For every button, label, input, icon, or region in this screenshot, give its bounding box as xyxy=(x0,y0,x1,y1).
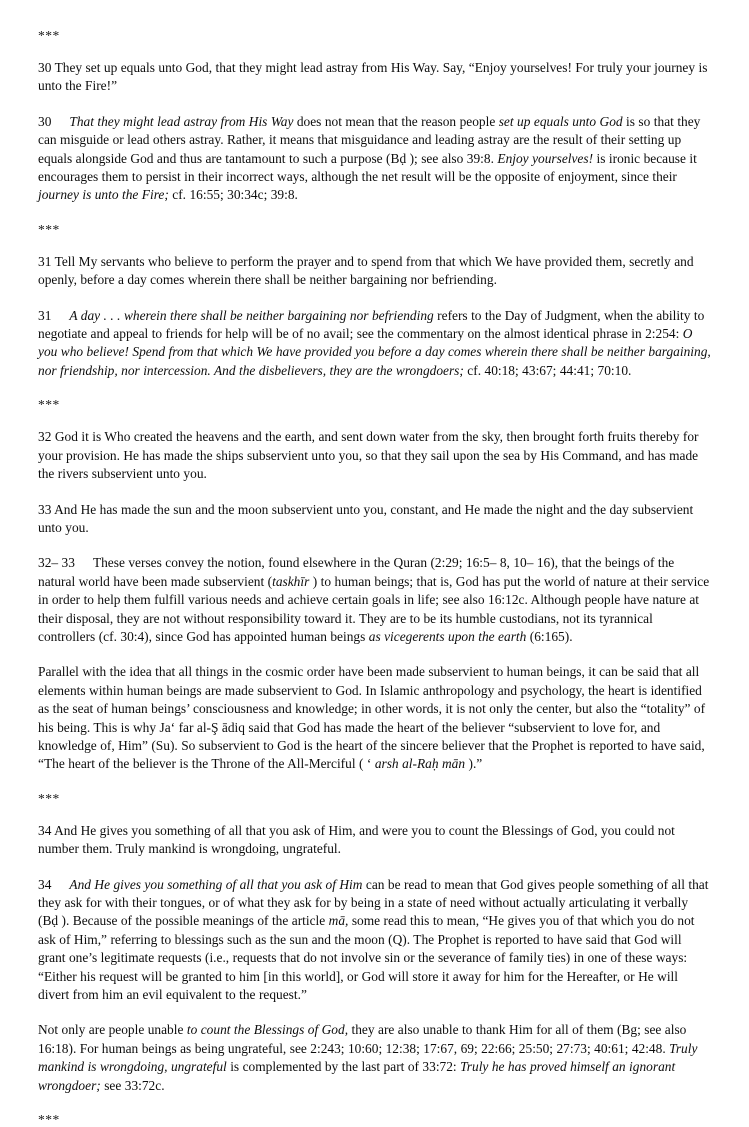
italic-lemma: Enjoy yourselves! xyxy=(497,150,594,166)
commentary-text: is so that they can misguide or lead others astray. Rather, it means that misguidance and leading astray are the result of their setting up equals alongside God and thus are tantamount to such a purpose (Bḍ ); see also 39:8. xyxy=(38,113,701,166)
section-separator: *** xyxy=(38,28,60,43)
verse-paragraph: 32 God it is Who created the heavens and the earth, and sent down water from the sky, then brought forth fruits thereby for your provision. He has made the ships subservient unto you, so that they sail upon the sea by His Command, and has made the rivers subservient unto you. xyxy=(38,429,699,482)
italic-lemma: A day . . . wherein there shall be neither bargaining nor befriending xyxy=(69,307,434,323)
commentary-paragraph xyxy=(38,113,711,205)
verse-paragraph: 31 Tell My servants who believe to perform the prayer and to spend from that which We have provided them, secretly and openly, before a day comes wherein there shall be neither bargaining nor befriending. xyxy=(38,253,694,288)
italic-lemma: mā, xyxy=(328,913,349,929)
italic-lemma: to count the Blessings of God, xyxy=(186,1022,349,1038)
commentary-text: can be read to mean that God gives people something of all that they ask for with their tongues, or of what they ask for by being in a state of need without actually articulating it verbally (Bḍ ). Because of the possible meanings of the article xyxy=(38,876,709,929)
commentary-paragraph xyxy=(38,554,711,646)
verse-paragraph: 33 And He has made the sun and the moon subservient unto you, constant, and He made the night and the day subservient unto you. xyxy=(38,501,694,535)
italic-lemma: as vicegerents upon the earth xyxy=(368,628,527,644)
section-separator: *** xyxy=(38,1112,60,1127)
commentary-continuation-paragraph xyxy=(38,663,711,773)
commentary-verse-number: 34 xyxy=(38,876,52,892)
commentary-verse-number: Not only are people unable xyxy=(38,1022,187,1038)
commentary-text: is complemented by the last part of 33:72: xyxy=(226,1059,461,1075)
commentary-text: These verses convey the notion, found elsewhere in the Quran (2:29; 16:5– 8, 10– 16), that the beings of the natural world have been made subservient ( xyxy=(38,555,675,589)
italic-lemma: Truly mankind is wrongdoing, ungrateful xyxy=(38,1040,698,1075)
commentary-verse-number: 31 xyxy=(38,307,52,323)
section-separator: *** xyxy=(38,790,60,806)
verse-paragraph: 34 And He gives you something of all that you ask of Him, and were you to count the Blessings of God, you could not number them. Truly mankind is wrongdoing, ungrateful. xyxy=(38,822,675,857)
italic-lemma: arsh al-Raḥ mān xyxy=(374,756,466,772)
section-separator: *** xyxy=(38,221,60,237)
commentary-verse-number: 30 xyxy=(38,113,52,129)
commentary-text: some read this to mean, “He gives you of that which you do not ask of Him,” referring to blessings such as the sun and the moon (Q). The Prophet is reported to have said that God will grant one’s legitimate requests (i.e., requests that do not involve sin or the severance of family ties) in one of these ways: “Either his request will be granted to him [in this world], or God will store it away for him for the Hereafter, or He will divert from him an evil equivalent to the request.” xyxy=(38,913,695,1003)
commentary-verse-number: 32– 33 xyxy=(38,555,75,571)
commentary-verse-number: Parallel with the idea that all things in the cosmic order have been made subservient to human beings, it can be said that all elements within human beings are made subservient to God. In Islamic anthropology and psychology, the heart is identified as the seat of human beings’ consciousness and knowledge; in other words, it is not only the center, but also the “totality” of his being. This is why Jaʻ far al-Ş ādiq said that God has made the heart of the believer “subservient to love for, and knowledge of, Him” (Su). So subservient to God is the heart of the sincere believer that the Prophet is reported to have said, “The heart of the believer is the Throne of the All-Merciful ( ʻ xyxy=(38,664,706,772)
italic-lemma: taskhīr xyxy=(272,573,310,589)
commentary-text: they are also unable to thank Him for all of them (Bg; see also 16:18). For human beings as being ungrateful, see 2:243; 10:60; 12:38; 17:67, 69; 22:66; 25:50; 27:73; 40:61; 42:48. xyxy=(38,1022,687,1056)
italic-lemma: journey is unto the Fire; xyxy=(38,187,169,203)
commentary-text: see 33:72c. xyxy=(100,1077,165,1093)
commentary-text: refers to the Day of Judgment, when the ability to negotiate and appeal to friends for help will be of no avail; see the commentary on the almost identical phrase in 2:254: xyxy=(38,307,705,342)
commentary-text: (6:165). xyxy=(526,628,573,644)
italic-lemma: Truly he has proved himself an ignorant wrongdoer; xyxy=(38,1059,676,1093)
commentary-text: ) to human beings; that is, God has put the world of nature at their service in order to help them fulfill various needs and achieve certain goals in life; see also 16:12c. Although people have nature at their disposal, they are not without responsibility toward it. They are to be its humble custodians, not its tyrannical controllers (cf. 30:4), since God has appointed human beings xyxy=(38,573,710,644)
commentary-text: does not mean that the reason people xyxy=(293,113,499,129)
italic-lemma: set up equals unto God xyxy=(498,113,623,129)
italic-lemma: That they might lead astray from His Way xyxy=(69,113,294,129)
commentary-text: cf. 16:55; 30:34c; 39:8. xyxy=(168,187,298,203)
commentary-text: ).” xyxy=(465,756,483,772)
commentary-continuation-paragraph xyxy=(38,1021,711,1095)
commentary-text: cf. 40:18; 43:67; 44:41; 70:10. xyxy=(463,362,632,378)
italic-lemma: And He gives you something of all that you ask of Him xyxy=(69,876,363,892)
commentary-paragraph xyxy=(38,307,711,381)
italic-lemma: O you who believe! Spend from that which We have provided you before a day comes wherein there shall be neither bargaining, nor friendship, nor intercession. And the disbelievers, they are the wrongdoers; xyxy=(38,326,711,378)
commentary-text: is ironic because it encourages them to persist in their incorrect ways, although the net result will be the opposite of enjoyment, since their xyxy=(38,150,697,185)
page-content xyxy=(38,28,711,1127)
verse-paragraph: 30 They set up equals unto God, that they might lead astray from His Way. Say, “Enjoy yourselves! For truly your journey is unto the Fire!” xyxy=(38,60,708,94)
commentary-paragraph xyxy=(38,876,711,1005)
section-separator: *** xyxy=(38,397,60,413)
